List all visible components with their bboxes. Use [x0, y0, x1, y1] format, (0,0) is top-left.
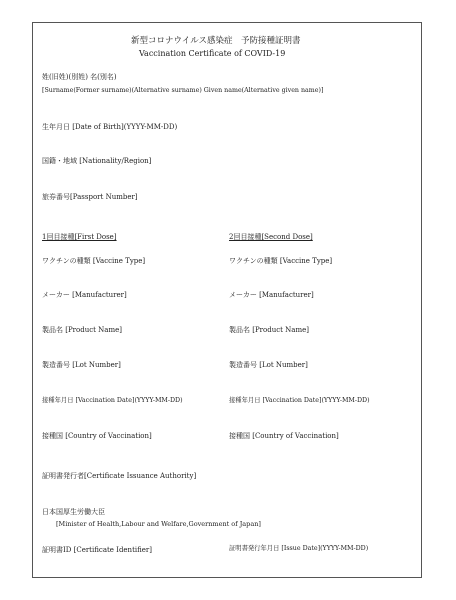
issue-date-label: 証明書発行年月日 [Issue Date](YYYY-MM-DD): [229, 545, 369, 552]
second-dose-header: 2回目接種[Second Dose]: [229, 233, 313, 241]
dose1-vaccination-date: 接種年月日 [Vaccination Date](YYYY-MM-DD): [42, 397, 183, 404]
dose2-product-name: 製品名 [Product Name]: [229, 326, 309, 334]
title-japanese: 新型コロナウイルス感染症 予防接種証明書: [131, 36, 301, 46]
dose1-vaccine-type: ワクチンの種類 [Vaccine Type]: [42, 257, 146, 265]
name-label-en: [Surname(Former surname)(Alternative surname) Given name(Alternative given name)]: [42, 87, 324, 94]
dose1-lot-number: 製造番号 [Lot Number]: [42, 361, 121, 369]
passport-label: 旅券番号[Passport Number]: [42, 193, 138, 201]
issuer-label: 証明書発行者[Certificate Issuance Authority]: [42, 472, 197, 480]
dob-label: 生年月日 [Date of Birth](YYYY-MM-DD): [42, 123, 178, 131]
name-label-ja: 姓(旧姓)(別姓) 名(別名): [42, 73, 117, 81]
authority-ja: 日本国厚生労働大臣: [42, 508, 105, 516]
dose2-vaccination-date: 接種年月日 [Vaccination Date](YYYY-MM-DD): [229, 397, 370, 404]
dose2-country: 接種国 [Country of Vaccination]: [229, 432, 339, 440]
dose1-manufacturer: メーカー [Manufacturer]: [42, 291, 127, 299]
certificate-id-label: 証明書ID [Certificate Identifier]: [42, 546, 153, 554]
authority-en: [Minister of Health,Labour and Welfare,Government of Japan]: [56, 520, 261, 528]
nationality-label: 国籍・地域 [Nationality/Region]: [42, 157, 152, 165]
title-english: Vaccination Certificate of COVID-19: [139, 49, 286, 58]
dose2-vaccine-type: ワクチンの種類 [Vaccine Type]: [229, 257, 333, 265]
dose2-manufacturer: メーカー [Manufacturer]: [229, 291, 314, 299]
first-dose-header: 1回目接種[First Dose]: [42, 233, 117, 241]
dose1-country: 接種国 [Country of Vaccination]: [42, 432, 152, 440]
dose1-product-name: 製品名 [Product Name]: [42, 326, 122, 334]
certificate-sheet: [32, 22, 422, 578]
dose2-lot-number: 製造番号 [Lot Number]: [229, 361, 308, 369]
